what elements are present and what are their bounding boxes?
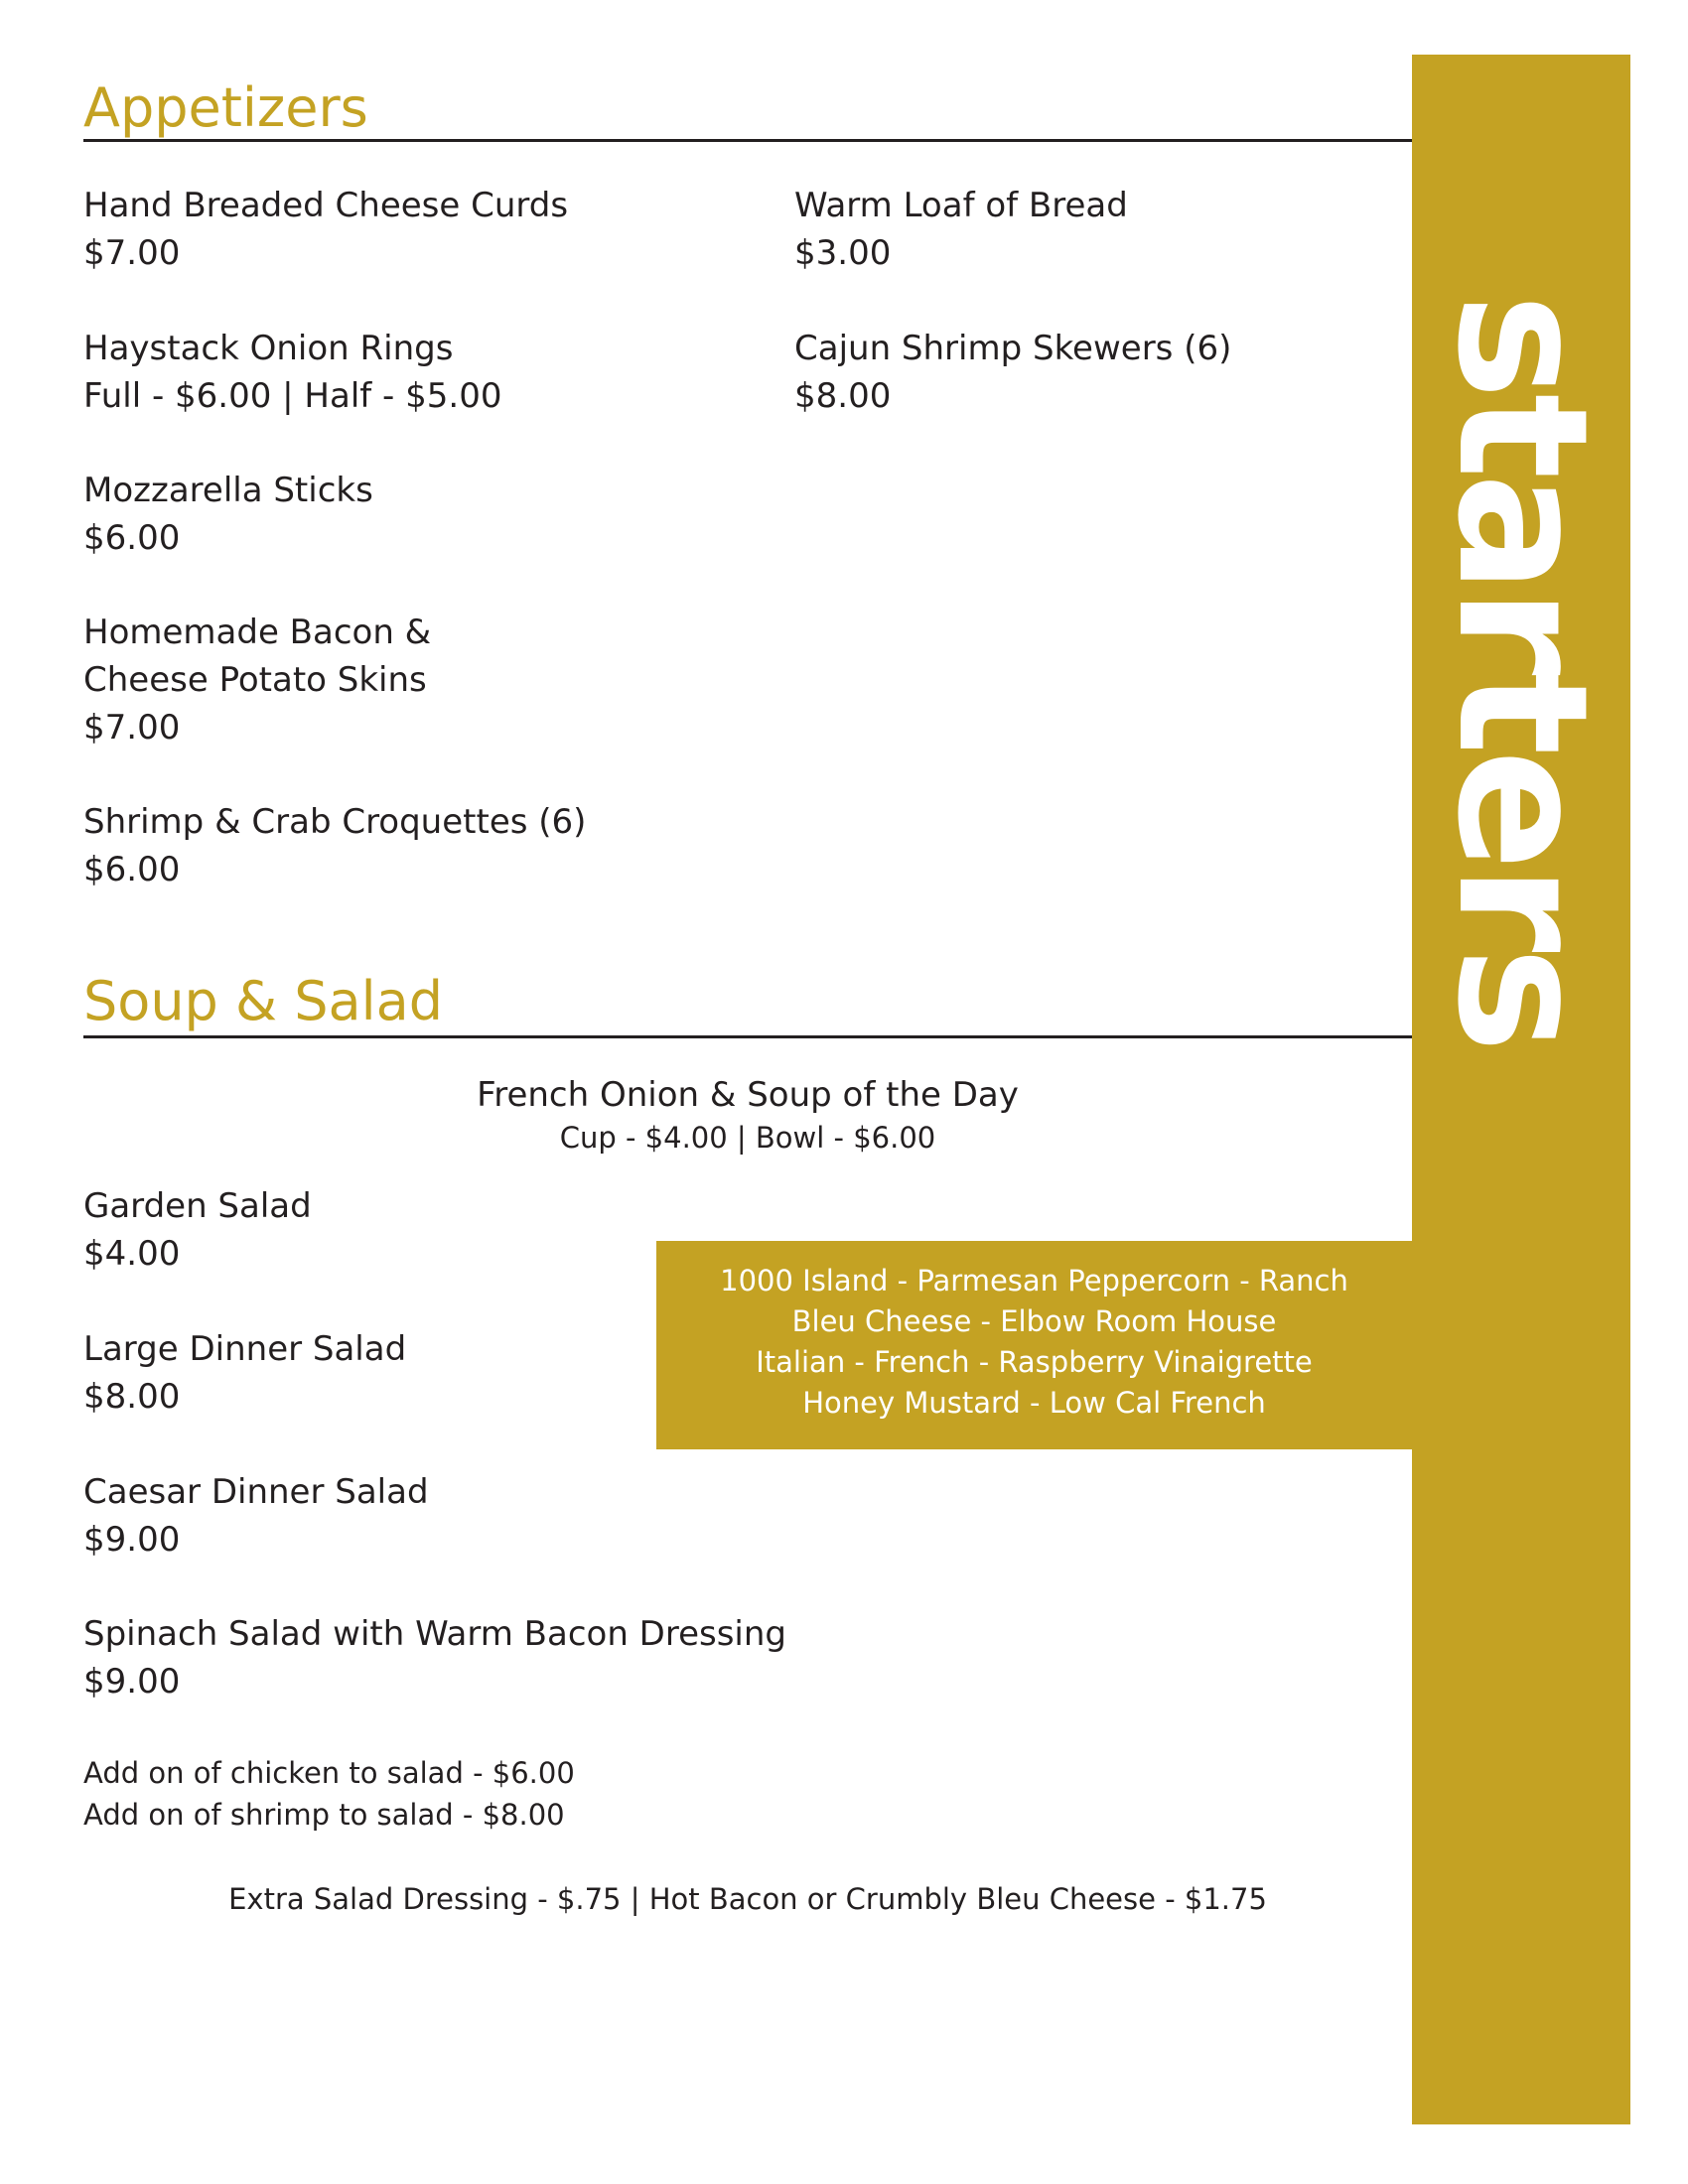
item-price: $8.00 — [83, 1377, 181, 1417]
menu-item — [83, 182, 568, 277]
extras-line: Extra Salad Dressing - $.75 | Hot Bacon or Crumbly Bleu Cheese - $1.75 — [228, 1882, 1267, 1916]
menu-item — [83, 609, 431, 751]
side-title-container — [1412, 55, 1630, 1067]
appetizers-heading: Appetizers — [83, 76, 368, 139]
item-name: Haystack Onion Rings — [83, 329, 454, 368]
addon-line: Add on of chicken to salad - $6.00 — [83, 1756, 575, 1790]
menu-item — [83, 1325, 406, 1421]
dressing-line: Honey Mustard - Low Cal French — [802, 1386, 1266, 1420]
item-price: $7.00 — [83, 233, 181, 273]
soup-title: French Onion & Soup of the Day — [477, 1075, 1019, 1115]
item-price: $4.00 — [83, 1234, 181, 1274]
item-name: Warm Loaf of Bread — [794, 186, 1128, 225]
menu-item — [83, 798, 586, 893]
addon-line: Add on of shrimp to salad - $8.00 — [83, 1798, 565, 1832]
menu-item — [83, 1182, 312, 1278]
dressing-list-box — [656, 1241, 1412, 1449]
item-name: Cheese Potato Skins — [83, 660, 427, 700]
item-name: Hand Breaded Cheese Curds — [83, 186, 569, 225]
menu-item — [83, 325, 501, 420]
item-price: $8.00 — [794, 376, 892, 416]
item-price: $9.00 — [83, 1520, 181, 1560]
menu-item — [794, 182, 1128, 277]
side-title: starters — [1418, 293, 1625, 1047]
soup-salad-rule — [83, 1035, 1412, 1038]
item-name: Large Dinner Salad — [83, 1329, 407, 1369]
soup-salad-heading: Soup & Salad — [83, 970, 443, 1032]
item-price: $3.00 — [794, 233, 892, 273]
dressing-line: Italian - French - Raspberry Vinaigrette — [756, 1345, 1313, 1379]
item-name: Cajun Shrimp Skewers (6) — [794, 329, 1232, 368]
item-name: Homemade Bacon & — [83, 613, 432, 652]
item-name: Caesar Dinner Salad — [83, 1472, 429, 1512]
item-name: Garden Salad — [83, 1186, 312, 1226]
item-price: Full - $6.00 | Half - $5.00 — [83, 376, 502, 416]
menu-item — [794, 325, 1231, 420]
menu-item — [83, 467, 373, 562]
item-name: Mozzarella Sticks — [83, 471, 373, 510]
item-price: $6.00 — [83, 518, 181, 558]
dressing-line: Bleu Cheese - Elbow Room House — [791, 1304, 1277, 1338]
item-name: Spinach Salad with Warm Bacon Dressing — [83, 1614, 787, 1654]
item-name: Shrimp & Crab Croquettes (6) — [83, 802, 587, 842]
soup-price: Cup - $4.00 | Bowl - $6.00 — [559, 1121, 936, 1155]
item-price: $6.00 — [83, 850, 181, 889]
appetizers-rule — [83, 139, 1412, 142]
menu-item — [83, 1468, 429, 1564]
dressing-line: 1000 Island - Parmesan Peppercorn - Ranch — [720, 1264, 1348, 1297]
item-price: $7.00 — [83, 708, 181, 748]
menu-item — [83, 1610, 786, 1706]
item-price: $9.00 — [83, 1662, 181, 1702]
